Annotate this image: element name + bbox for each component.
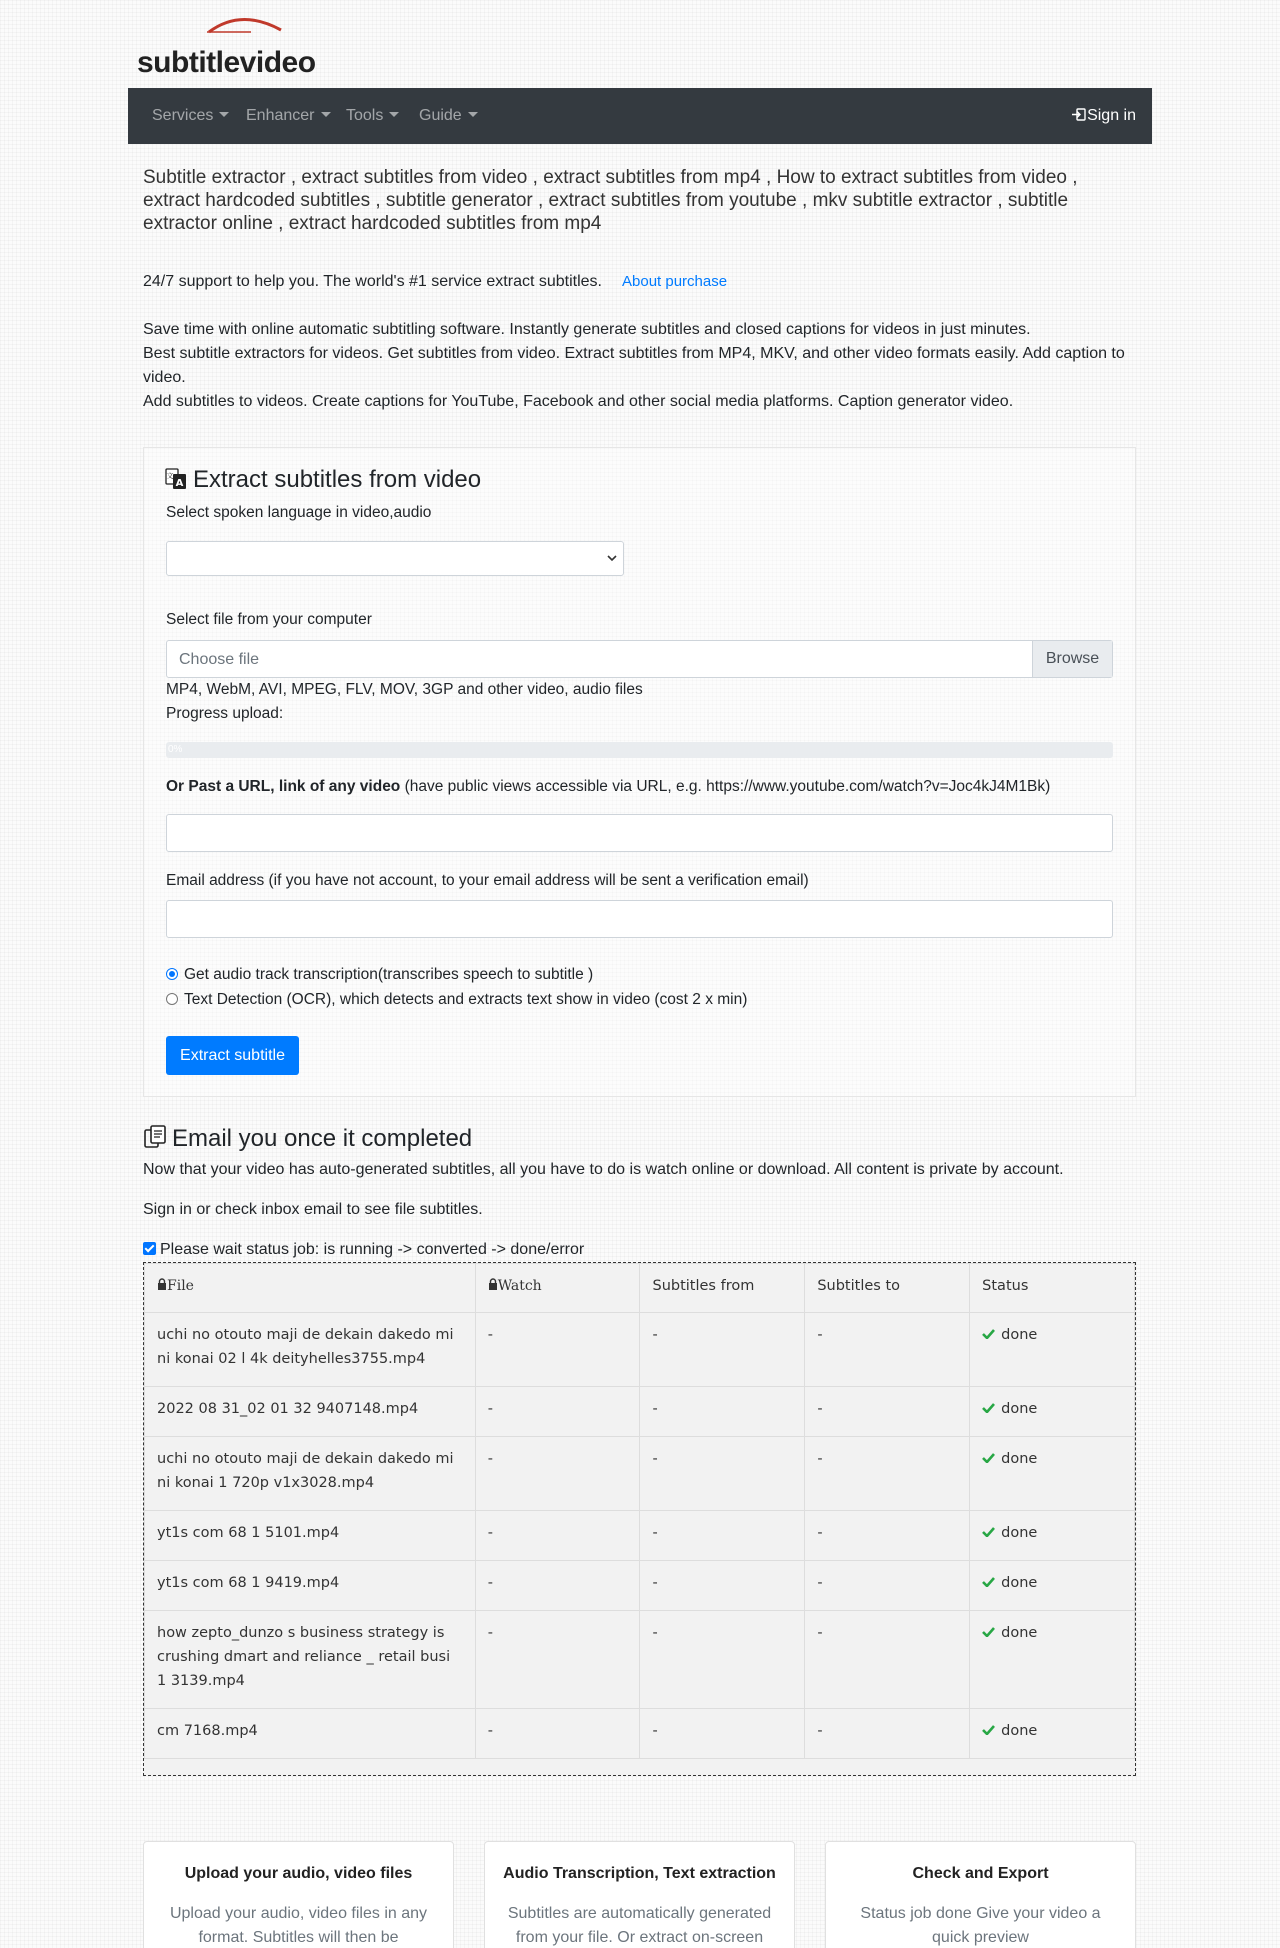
cell-file: uchi no otouto maji de dekain dakedo mi ni konai 02 l 4k deityhelles3755.mp4 <box>145 1313 476 1387</box>
navbar <box>128 88 1152 144</box>
file-label: Select file from your computer <box>166 611 372 628</box>
progress-label: Progress upload: <box>166 705 284 722</box>
cell-status <box>970 1511 1135 1561</box>
cell-file: yt1s com 68 1 9419.mp4 <box>145 1561 476 1611</box>
cell-subtitles-from: - <box>640 1561 805 1611</box>
header-file: File <box>145 1264 476 1313</box>
status-text: done <box>1001 1327 1038 1343</box>
file-placeholder: Choose file <box>179 651 260 668</box>
cell-status <box>970 1313 1135 1387</box>
table-row <box>145 1709 1135 1759</box>
radio-transcription[interactable] <box>166 968 178 980</box>
cell-watch: - <box>475 1313 640 1387</box>
status-text: done <box>1001 1625 1038 1641</box>
support-text: 24/7 support to help you. The world's #1 service extract subtitles. <box>143 273 602 290</box>
lock-icon <box>488 1278 498 1290</box>
cell-subtitles-to: - <box>805 1437 970 1511</box>
table-row <box>145 1313 1135 1387</box>
cell-watch: - <box>475 1709 640 1759</box>
cell-watch: - <box>475 1561 640 1611</box>
copy-icon <box>143 1125 167 1149</box>
url-input[interactable] <box>166 814 1113 852</box>
feature-card-transcription <box>484 1841 795 1948</box>
feature-title: Check and Export <box>912 1865 1049 1882</box>
cell-watch: - <box>475 1437 640 1511</box>
table-row <box>145 1387 1135 1437</box>
email-label: Email address (if you have not account, to your email address will be sent a verification email) <box>166 872 809 889</box>
check-icon <box>982 1577 995 1587</box>
cell-status <box>970 1437 1135 1511</box>
caret-down-icon <box>219 112 229 117</box>
check-icon <box>982 1453 995 1463</box>
wait-status-toggle[interactable]: Please wait status job: is running -> converted -> done/error <box>143 1238 584 1262</box>
nav-services[interactable]: Services <box>152 104 229 128</box>
description-line: Add subtitles to videos. Create captions for YouTube, Facebook and other social media platforms. Caption generator video. <box>143 393 1014 410</box>
cell-file: uchi no otouto maji de dekain dakedo mi ni konai 1 720p v1x3028.mp4 <box>145 1437 476 1511</box>
header-status: Status <box>970 1264 1135 1313</box>
progress-percent: 0% <box>168 744 183 755</box>
browse-button[interactable]: Browse <box>1032 641 1112 677</box>
status-text: done <box>1001 1401 1038 1417</box>
check-icon <box>982 1627 995 1637</box>
check-icon <box>982 1725 995 1735</box>
cell-subtitles-to: - <box>805 1611 970 1709</box>
section-text: Sign in or check inbox email to see file subtitles. <box>143 1201 483 1218</box>
cell-subtitles-from: - <box>640 1313 805 1387</box>
section-text: Now that your video has auto-generated subtitles, all you have to do is watch online or download. All content is private by account. <box>143 1161 1064 1178</box>
caret-down-icon <box>389 112 399 117</box>
cell-subtitles-to: - <box>805 1709 970 1759</box>
feature-text: Status job done Give your video a quick preview <box>860 1905 1101 1946</box>
caret-down-icon <box>468 112 478 117</box>
about-purchase-link[interactable]: About purchase <box>622 273 728 290</box>
status-text: done <box>1001 1723 1038 1739</box>
url-label: Or Past a URL, link of any video (have public views accessible via URL, e.g. https://www.youtube.com/watch?v=Joc4kJ4M1Bk) <box>166 778 1051 795</box>
file-picker[interactable] <box>166 640 1113 678</box>
cell-status <box>970 1561 1135 1611</box>
formats-text: MP4, WebM, AVI, MPEG, FLV, MOV, 3GP and other video, audio files <box>166 681 643 698</box>
cell-watch: - <box>475 1387 640 1437</box>
extract-subtitle-button[interactable]: Extract subtitle <box>166 1036 299 1075</box>
cell-file: 2022 08 31_02 01 32 9407148.mp4 <box>145 1387 476 1437</box>
table-row <box>145 1437 1135 1511</box>
cell-watch: - <box>475 1611 640 1709</box>
cell-watch: - <box>475 1511 640 1561</box>
feature-card-upload <box>143 1841 454 1948</box>
radio-ocr[interactable] <box>166 993 178 1005</box>
header-subtitles-to: Subtitles to <box>805 1264 970 1313</box>
svg-text:文: 文 <box>166 472 174 480</box>
cell-status <box>970 1709 1135 1759</box>
cell-subtitles-to: - <box>805 1561 970 1611</box>
nav-guide[interactable]: Guide <box>419 104 478 128</box>
header-watch: Watch <box>475 1264 640 1313</box>
language-select[interactable] <box>166 541 624 576</box>
logo[interactable] <box>137 14 337 80</box>
form-title: A 文 Extract subtitles from video <box>166 466 482 493</box>
feature-card-export <box>825 1841 1136 1948</box>
translate-icon <box>165 468 187 490</box>
check-icon <box>982 1527 995 1537</box>
cell-subtitles-to: - <box>805 1511 970 1561</box>
brand-name: subtitlevideo <box>137 46 316 79</box>
cell-subtitles-to: - <box>805 1313 970 1387</box>
upload-progress-bar <box>166 742 1113 758</box>
status-text: done <box>1001 1575 1038 1591</box>
status-text: done <box>1001 1451 1038 1467</box>
header-subtitles-from: Subtitles from <box>640 1264 805 1313</box>
table-row <box>145 1561 1135 1611</box>
nav-tools[interactable]: Tools <box>346 104 399 128</box>
feature-text: Upload your audio, video files in any format. Subtitles will then be <box>169 1905 428 1946</box>
email-input[interactable] <box>166 900 1113 938</box>
cell-file: cm 7168.mp4 <box>145 1709 476 1759</box>
cell-status <box>970 1387 1135 1437</box>
signin-link[interactable]: Sign in <box>1072 104 1136 128</box>
option-transcription[interactable]: Get audio track transcription(transcribes speech to subtitle ) <box>166 963 593 986</box>
cell-status <box>970 1611 1135 1709</box>
cell-subtitles-from: - <box>640 1511 805 1561</box>
description-line: Save time with online automatic subtitling software. Instantly generate subtitles and closed captions for videos in just minutes. <box>143 321 1031 338</box>
language-label: Select spoken language in video,audio <box>166 504 432 521</box>
option-ocr[interactable]: Text Detection (OCR), which detects and extracts text show in video (cost 2 x min) <box>166 988 747 1011</box>
feature-title: Upload your audio, video files <box>184 1865 413 1882</box>
keywords-text: Subtitle extractor , extract subtitles from video , extract subtitles from mp4 , How to extract subtitles from video , extract hardcoded subtitles , subtitle generator , extract subtitles from youtube , mkv subtitle extractor , subtitle extractor online , extract hardcoded subtitles from mp4 <box>143 167 1078 234</box>
check-icon <box>982 1403 995 1413</box>
cell-subtitles-from: - <box>640 1387 805 1437</box>
section-title: Email you once it completed <box>143 1121 472 1157</box>
lock-icon <box>157 1278 167 1290</box>
description-line: Best subtitle extractors for videos. Get subtitles from video. Extract subtitles from MP4, MKV, and other video formats easily. Add caption to video. <box>143 345 1125 386</box>
cell-file: yt1s com 68 1 5101.mp4 <box>145 1511 476 1561</box>
feature-text: Subtitles are automatically generated from your file. Or extract on-screen <box>507 1905 772 1946</box>
table-row <box>145 1511 1135 1561</box>
jobs-table <box>143 1262 1136 1776</box>
cell-subtitles-to: - <box>805 1387 970 1437</box>
caret-down-icon <box>321 112 331 117</box>
wait-status-checkbox[interactable] <box>143 1242 156 1255</box>
check-icon <box>982 1329 995 1339</box>
chevron-down-icon <box>607 551 617 565</box>
logo-arc-icon <box>207 14 283 34</box>
sign-in-icon <box>1072 108 1086 121</box>
cell-subtitles-from: - <box>640 1709 805 1759</box>
feature-title: Audio Transcription, Text extraction <box>503 1865 776 1882</box>
cell-file: how zepto_dunzo s business strategy is crushing dmart and reliance _ retail busi 1 3139.mp4 <box>145 1611 476 1709</box>
nav-enhancer[interactable]: Enhancer <box>246 104 331 128</box>
status-text: done <box>1001 1525 1038 1541</box>
cell-subtitles-from: - <box>640 1611 805 1709</box>
cell-subtitles-from: - <box>640 1437 805 1511</box>
svg-text:A: A <box>175 478 184 489</box>
description <box>143 318 1139 414</box>
table-row <box>145 1611 1135 1709</box>
